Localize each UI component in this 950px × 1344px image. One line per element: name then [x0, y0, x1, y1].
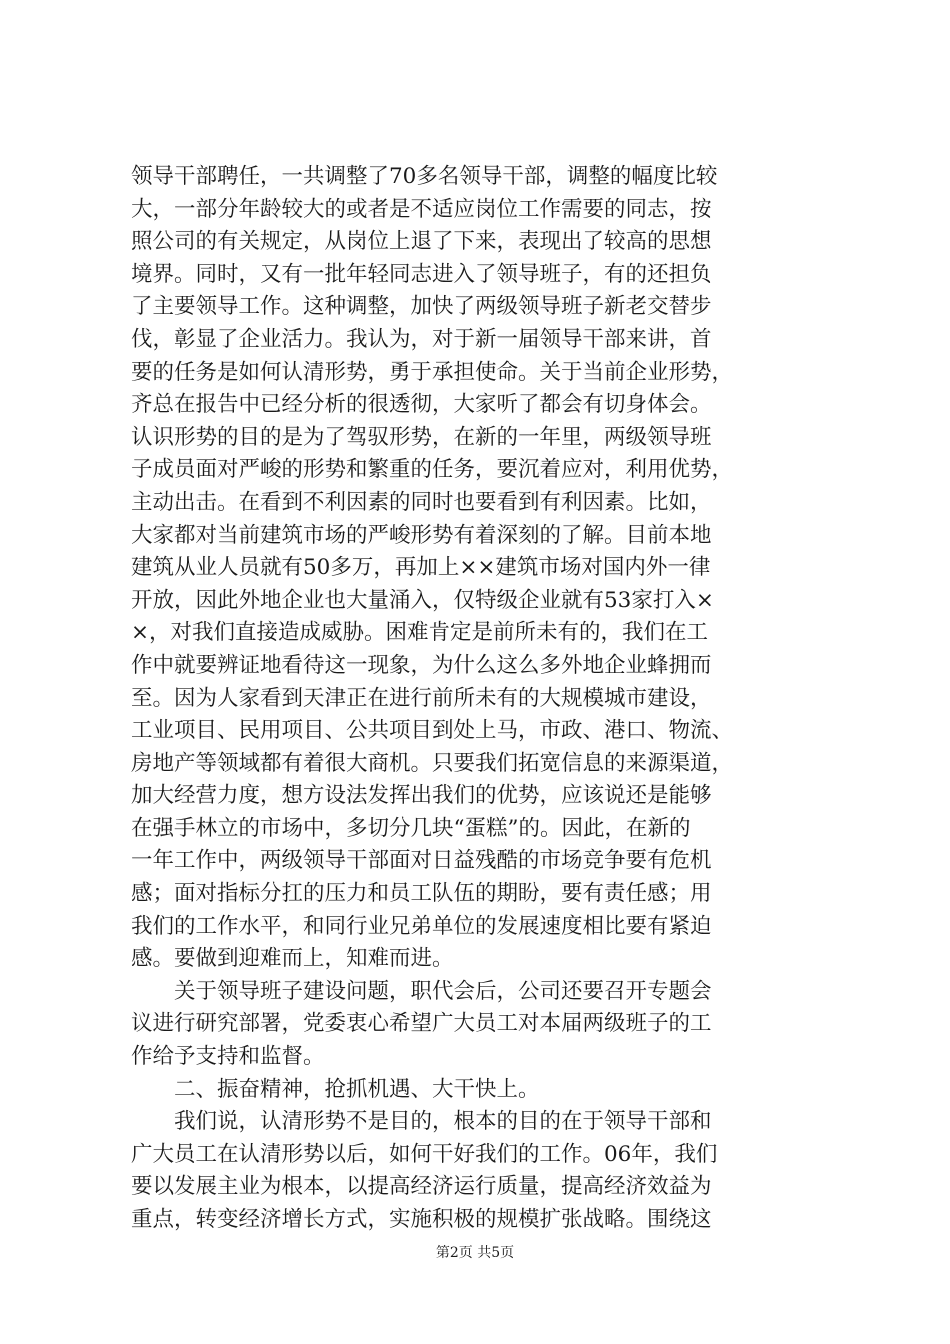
text-line: 房地产等领域都有着很大商机。只要我们拓宽信息的来源渠道，: [131, 750, 734, 776]
text-line: 了主要领导工作。这种调整，加快了两级领导班子新老交替步: [131, 294, 712, 320]
text-line: 建筑从业人员就有50多万，再加上××建筑市场对国内外一律: [131, 555, 711, 581]
text-line: ×，对我们直接造成威胁。困难肯定是前所未有的，我们在工: [131, 620, 709, 646]
section-heading: 二、振奋精神，抢抓机遇、大干快上。: [131, 1076, 540, 1102]
text-line: 齐总在报告中已经分析的很透彻，大家听了都会有切身体会。: [131, 392, 712, 418]
text-line: 在强手林立的市场中，多切分几块“蛋糕”的。因此，在新的: [131, 815, 691, 841]
text-line: 广大员工在认清形势以后，如何干好我们的工作。06年，我们: [131, 1141, 718, 1167]
text-line: 感；面对指标分扛的压力和员工队伍的期盼，要有责任感；用: [131, 881, 712, 907]
text-line: 子成员面对严峻的形势和繁重的任务，要沉着应对，利用优势，: [131, 457, 734, 483]
text-line: 照公司的有关规定，从岗位上退了下来，表现出了较高的思想: [131, 229, 712, 255]
paragraph-start-line: 我们说，认清形势不是目的，根本的目的在于领导干部和: [131, 1109, 712, 1135]
text-line: 大，一部分年龄较大的或者是不适应岗位工作需要的同志，按: [131, 196, 712, 222]
text-line: 伐，彰显了企业活力。我认为，对于新一届领导干部来讲，首: [131, 326, 712, 352]
text-line: 主动出击。在看到不利因素的同时也要看到有利因素。比如，: [131, 489, 712, 515]
text-line: 作给予支持和监督。: [131, 1044, 325, 1070]
body-text: [131, 161, 831, 1237]
text-line: 要以发展主业为根本，以提高经济运行质量，提高经济效益为: [131, 1174, 712, 1200]
text-line: 作中就要辨证地看待这一现象，为什么这么多外地企业蜂拥而: [131, 652, 712, 678]
text-line: 加大经营力度，想方设法发挥出我们的优势，应该说还是能够: [131, 783, 712, 809]
text-line: 大家都对当前建筑市场的严峻形势有着深刻的了解。目前本地: [131, 522, 712, 548]
paragraph-start-line: 关于领导班子建设问题，职代会后，公司还要召开专题会: [131, 978, 712, 1004]
text-line: 一年工作中，两级领导干部面对日益残酷的市场竞争要有危机: [131, 848, 712, 874]
text-line: 认识形势的目的是为了驾驭形势，在新的一年里，两级领导班: [131, 424, 712, 450]
text-line: 境界。同时，又有一批年轻同志进入了领导班子，有的还担负: [131, 261, 712, 287]
page-number-footer: 第2页 共5页: [435, 1245, 515, 1261]
text-line: 要的任务是如何认清形势，勇于承担使命。关于当前企业形势，: [131, 359, 734, 385]
text-line: 至。因为人家看到天津正在进行前所未有的大规模城市建设，: [131, 685, 712, 711]
text-line: 重点，转变经济增长方式，实施积极的规模扩张战略。围绕这: [131, 1207, 712, 1232]
text-line: 我们的工作水平，和同行业兄弟单位的发展速度相比要有紧迫: [131, 913, 712, 939]
text-line: 领导干部聘任，一共调整了70多名领导干部，调整的幅度比较: [131, 164, 718, 189]
text-line: 开放，因此外地企业也大量涌入，仅特级企业就有53家打入×: [131, 587, 714, 613]
text-line: 工业项目、民用项目、公共项目到处上马，市政、港口、物流、: [131, 718, 734, 744]
text-line: 议进行研究部署，党委衷心希望广大员工对本届两级班子的工: [131, 1011, 712, 1037]
text-line: 感。要做到迎难而上，知难而进。: [131, 946, 454, 972]
